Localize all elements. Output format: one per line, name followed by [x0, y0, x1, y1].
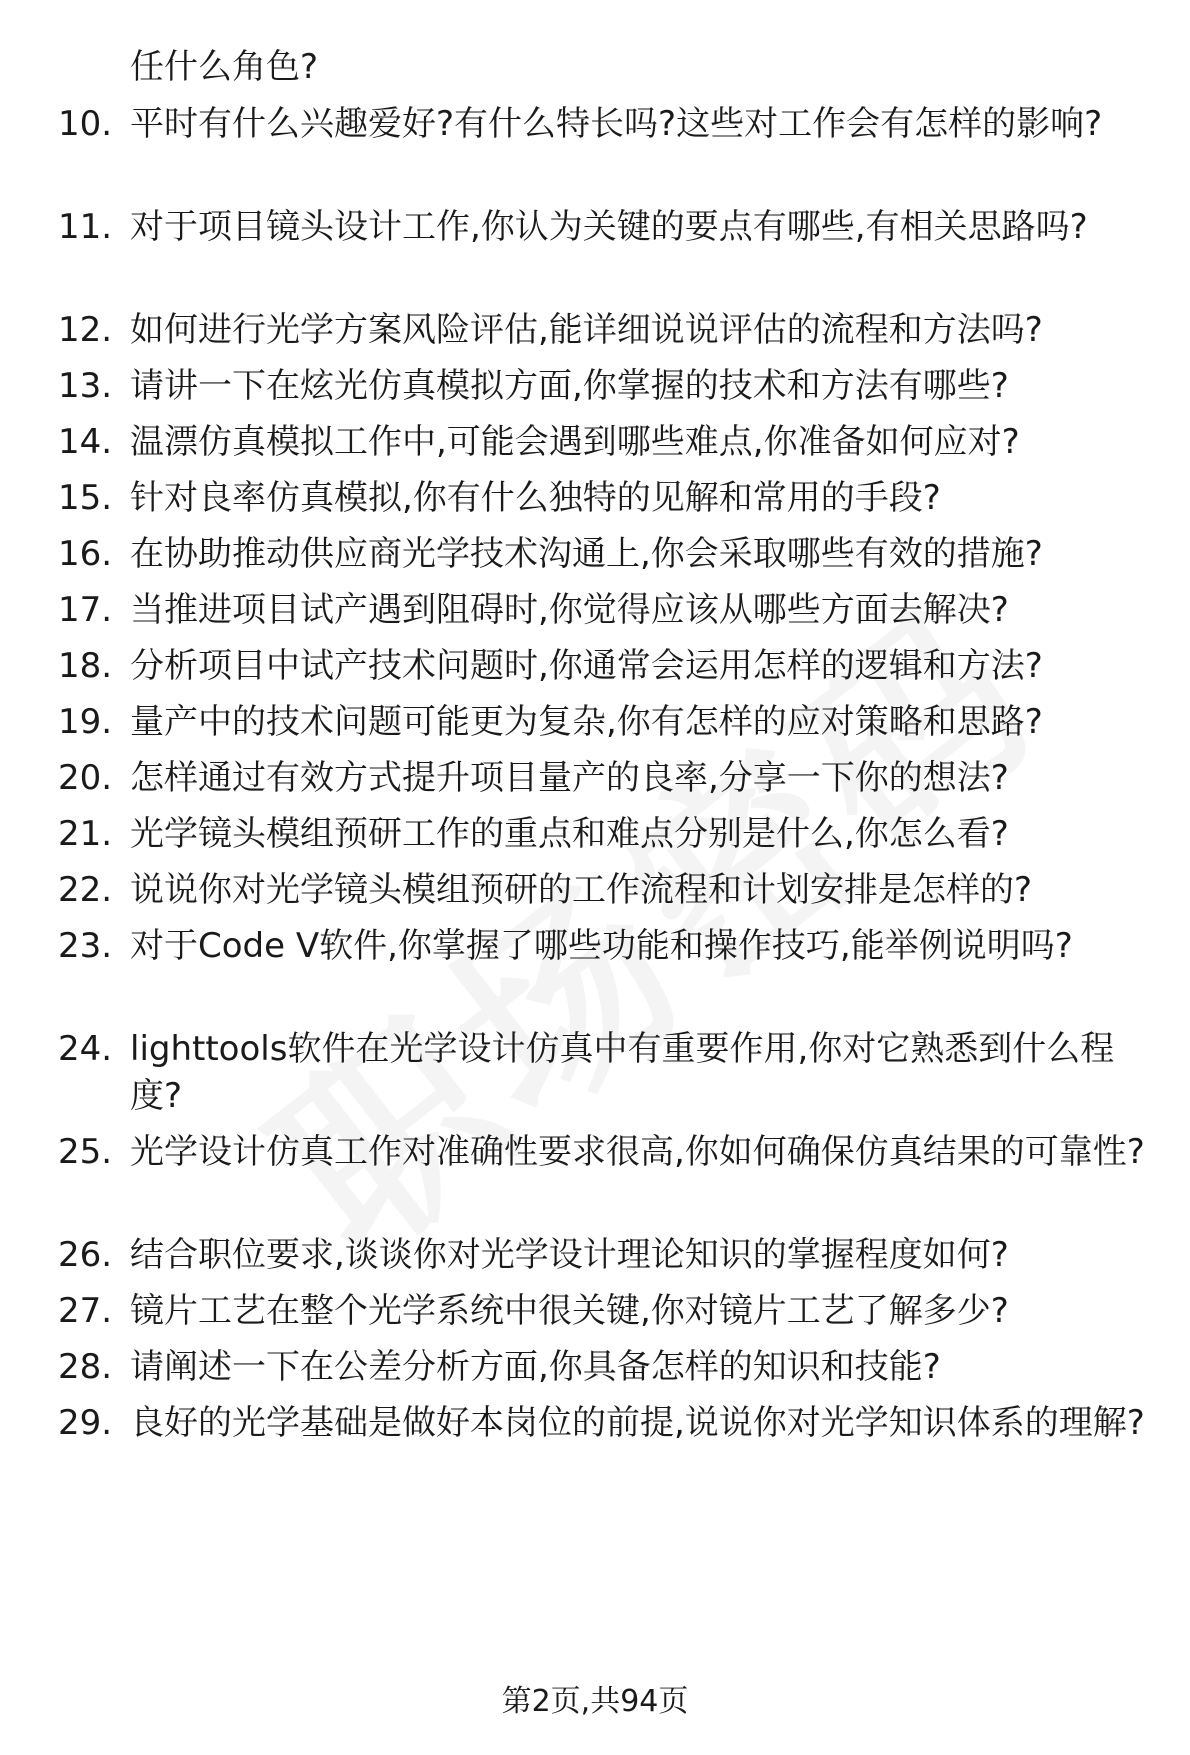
item-number: 15. [58, 478, 113, 518]
item-text: 镜片工艺在整个光学系统中很关键,你对镜片工艺了解多少? [130, 1291, 1009, 1331]
item-text: 请讲一下在炫光仿真模拟方面,你掌握的技术和方法有哪些? [130, 366, 1009, 406]
item-number: 13. [58, 366, 113, 406]
item-text: 对于Code V软件,你掌握了哪些功能和操作技巧,能举例说明吗? [130, 926, 1073, 966]
item-text: 量产中的技术问题可能更为复杂,你有怎样的应对策略和思路? [130, 702, 1043, 742]
item-number: 18. [58, 646, 113, 686]
item-number: 24. [58, 1029, 113, 1069]
item-text: 对于项目镜头设计工作,你认为关键的要点有哪些,有相关思路吗? [130, 207, 1088, 247]
item-number: 12. [58, 310, 113, 350]
item-text: 说说你对光学镜头模组预研的工作流程和计划安排是怎样的? [130, 870, 1033, 910]
item-number: 27. [58, 1291, 113, 1331]
item-text: 平时有什么兴趣爱好?有什么特长吗?这些对工作会有怎样的影响? [130, 104, 1103, 144]
item-number: 16. [58, 534, 113, 574]
item-number: 29. [58, 1403, 113, 1443]
item-number: 17. [58, 590, 113, 630]
item-text: 当推进项目试产遇到阻碍时,你觉得应该从哪些方面去解决? [130, 590, 1009, 630]
item-number: 23. [58, 926, 113, 966]
item-number: 14. [58, 422, 113, 462]
item-text: 在协助推动供应商光学技术沟通上,你会采取哪些有效的措施? [130, 534, 1043, 574]
item-text: 光学镜头模组预研工作的重点和难点分别是什么,你怎么看? [130, 814, 1009, 854]
item-number: 26. [58, 1235, 113, 1275]
item-number: 19. [58, 702, 113, 742]
item-text: lighttools软件在光学设计仿真中有重要作用,你对它熟悉到什么程度? [130, 1029, 1115, 1116]
item-text: 针对良率仿真模拟,你有什么独特的见解和常用的手段? [130, 478, 941, 518]
item-number: 25. [58, 1132, 113, 1172]
item-text: 请阐述一下在公差分析方面,你具备怎样的知识和技能? [130, 1347, 941, 1387]
item-number: 10. [58, 104, 113, 144]
item-text: 分析项目中试产技术问题时,你通常会运用怎样的逻辑和方法? [130, 646, 1043, 686]
item-text: 结合职位要求,谈谈你对光学设计理论知识的掌握程度如何? [130, 1235, 1009, 1275]
item-text: 如何进行光学方案风险评估,能详细说说评估的流程和方法吗? [130, 310, 1043, 350]
item-number: 20. [58, 758, 113, 798]
item-text: 任什么角色? [130, 47, 319, 87]
item-text: 怎样通过有效方式提升项目量产的良率,分享一下你的想法? [130, 758, 1009, 798]
item-number: 22. [58, 870, 113, 910]
item-text: 温漂仿真模拟工作中,可能会遇到哪些难点,你准备如何应对? [130, 422, 1020, 462]
item-number: 11. [58, 207, 113, 247]
item-text: 光学设计仿真工作对准确性要求很高,你如何确保仿真结果的可靠性? [130, 1132, 1145, 1172]
item-number: 21. [58, 814, 113, 854]
item-number: 28. [58, 1347, 113, 1387]
item-text: 良好的光学基础是做好本岗位的前提,说说你对光学知识体系的理解? [130, 1403, 1145, 1443]
page-number-footer: 第2页,共94页 [501, 1684, 689, 1719]
